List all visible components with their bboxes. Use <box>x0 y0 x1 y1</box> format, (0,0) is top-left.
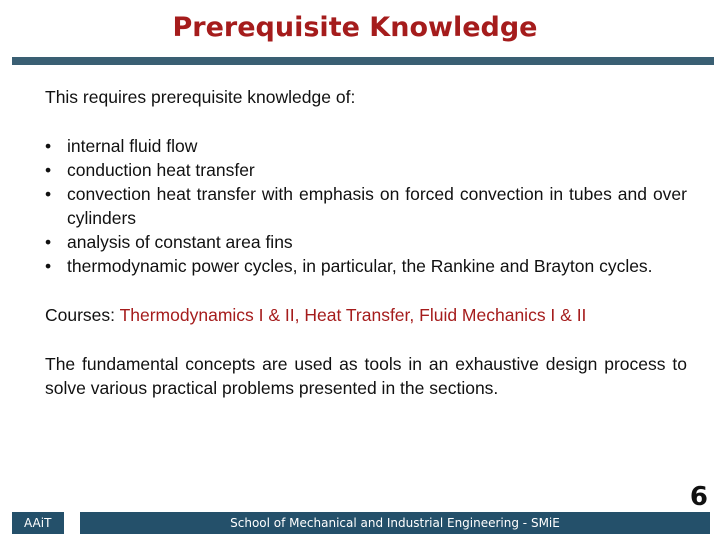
title-divider-bar <box>12 57 714 65</box>
list-item-text: conduction heat transfer <box>67 160 255 180</box>
list-item-text: internal fluid flow <box>67 136 198 156</box>
courses-label: Courses: <box>45 305 116 325</box>
page-number: 6 <box>689 482 708 512</box>
list-item <box>45 134 687 158</box>
list-item <box>45 182 687 230</box>
list-item-text: thermodynamic power cycles, in particular, the Rankine and Brayton cycles. <box>67 256 653 276</box>
courses-line <box>45 303 687 327</box>
bullet-icon: • <box>45 160 52 180</box>
footer-school-label: School of Mechanical and Industrial Engineering - SMiE <box>80 512 710 534</box>
closing-paragraph: The fundamental concepts are used as tools in an exhaustive design process to solve various practical problems presented in the sections. <box>45 354 687 398</box>
list-item <box>45 158 687 182</box>
list-item <box>45 230 687 254</box>
bullet-icon: • <box>45 232 52 252</box>
courses-value: Thermodynamics I & II, Heat Transfer, Fluid Mechanics I & II <box>119 305 587 325</box>
list-item <box>45 254 687 278</box>
bullet-icon: • <box>45 184 52 204</box>
slide-title: Prerequisite Knowledge <box>172 12 538 43</box>
prerequisite-list <box>45 134 687 278</box>
list-item-text: convection heat transfer with emphasis on forced convection in tubes and over cylinders <box>67 184 687 228</box>
footer-institution-label: AAiT <box>12 512 64 534</box>
intro-text: This requires prerequisite knowledge of: <box>45 87 356 107</box>
list-item-text: analysis of constant area fins <box>67 232 293 252</box>
bullet-icon: • <box>45 136 52 156</box>
bullet-icon: • <box>45 256 52 276</box>
slide-content <box>45 85 687 400</box>
